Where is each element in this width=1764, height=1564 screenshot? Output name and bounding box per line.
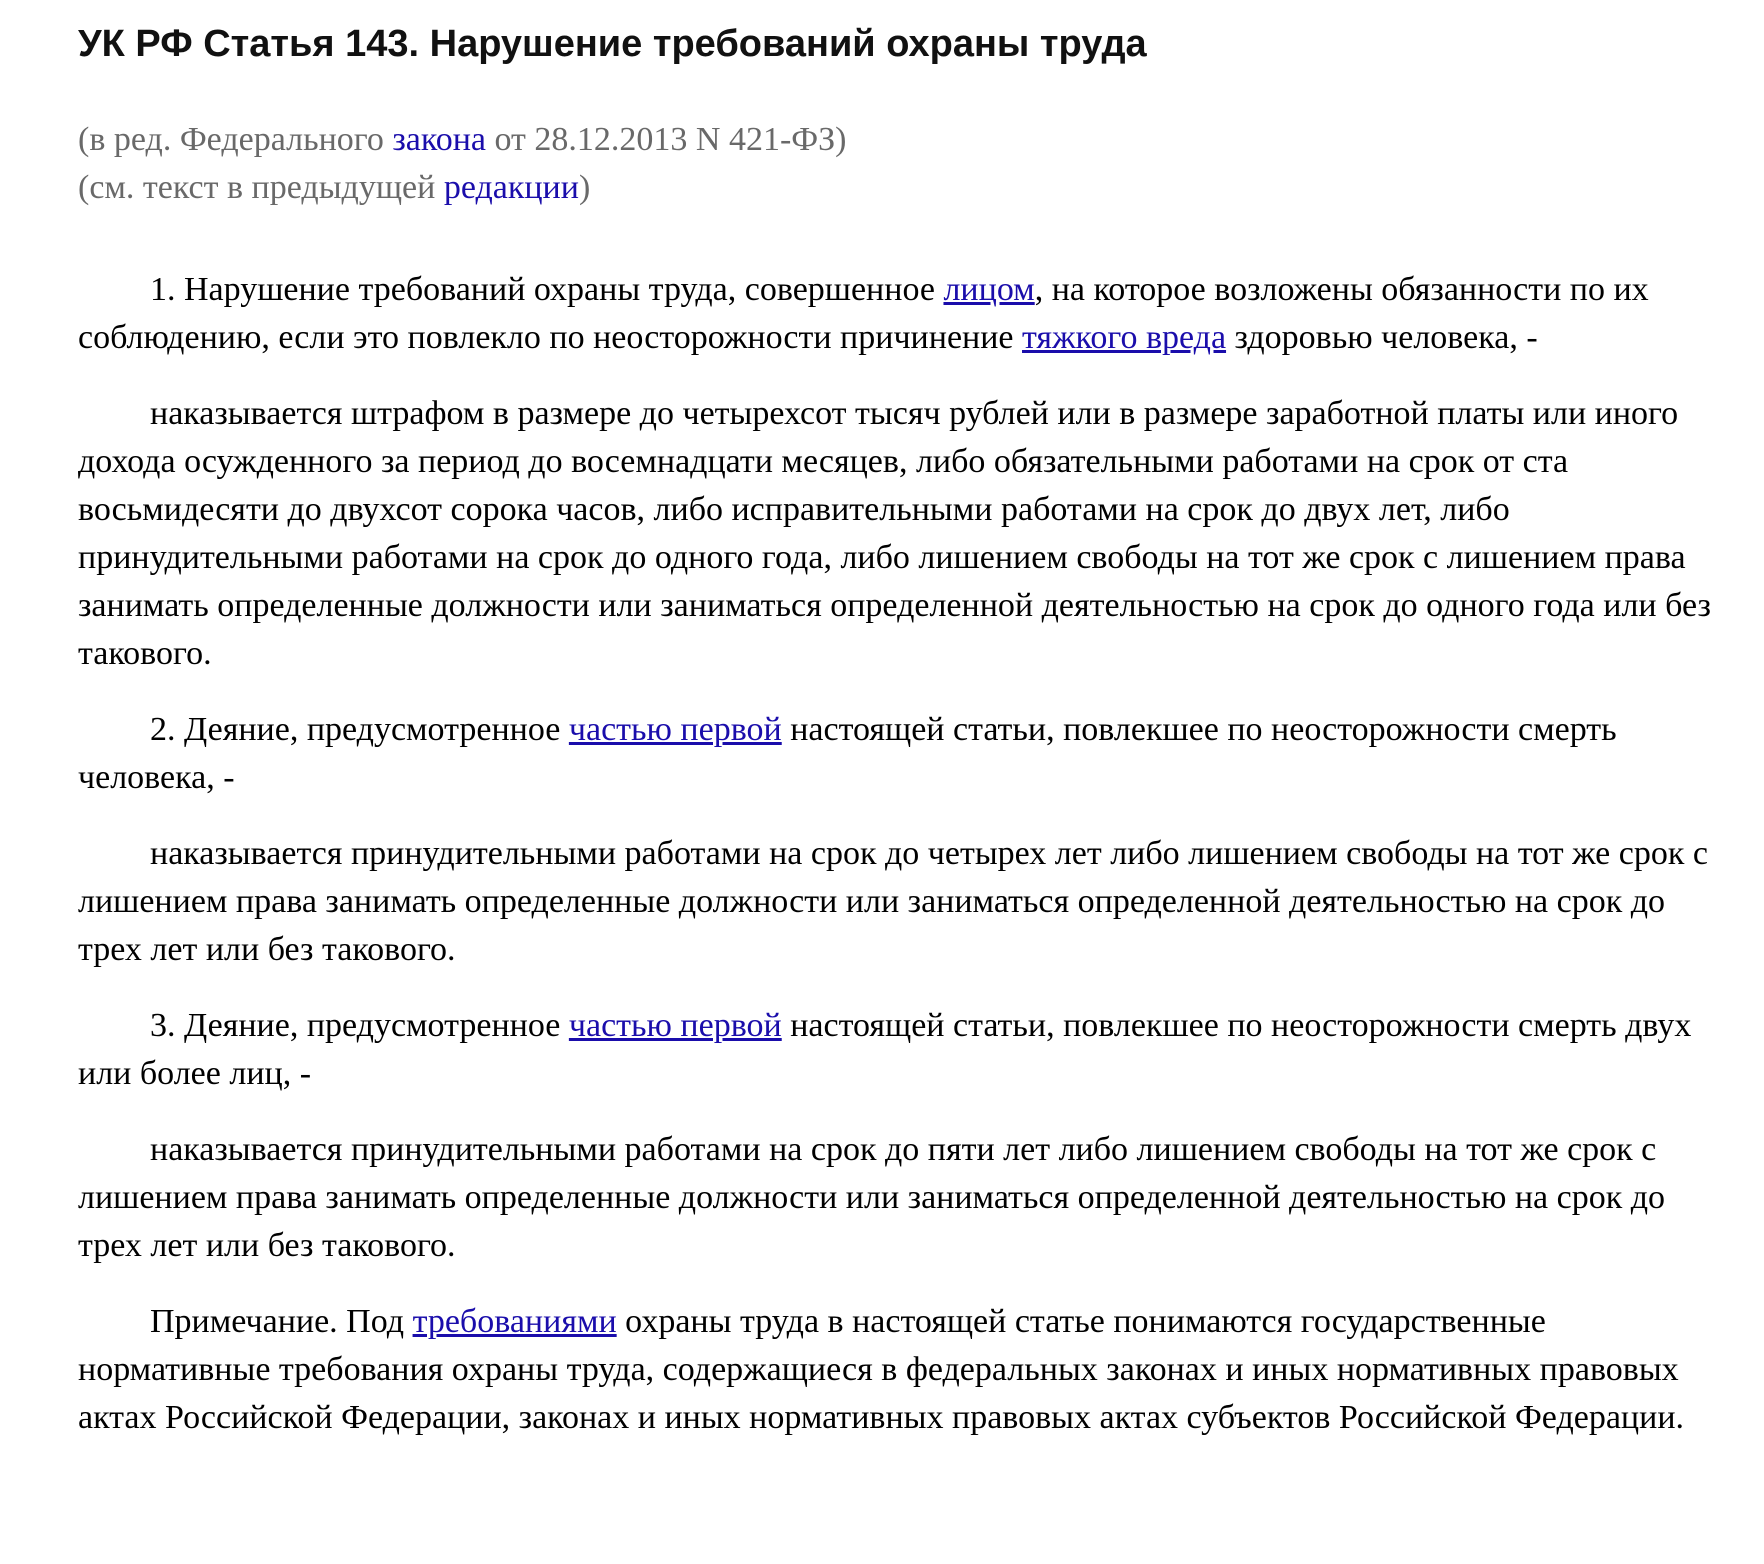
part-one-link[interactable]: частью первой: [568, 1007, 782, 1044]
article-title: УК РФ Статья 143. Нарушение требований охраны труда: [78, 23, 1147, 65]
part-3-paragraph: [78, 1002, 1718, 1098]
part-1-text-b: , на которое возложены обязанности по их соблюдению, если это повлекло по неосторожности причинение: [78, 271, 1649, 356]
penalty-2-paragraph: наказывается принудительными работами на срок до четырех лет либо лишением свободы на тот же срок с лишением права занимать определенные должности или заниматься определенной деятельностью на срок до трех лет или без такового.: [78, 835, 1708, 968]
article-page: [78, 20, 1718, 1470]
part-3-text-b: настоящей статьи, повлекшее по неосторожности смерть двух или более лиц, -: [78, 1007, 1692, 1092]
penalty-1-paragraph: наказывается штрафом в размере до четырехсот тысяч рублей или в размере заработной платы или иного дохода осужденного за период до восемнадцати месяцев, либо обязательными работами на срок от ста восьмидесяти до двухсот сорока часов, либо исправительными работами на срок до двух лет, либо принудительными работами на срок до одного года, либо лишением свободы на тот же срок с лишением права занимать определенные должности или заниматься определенной деятельностью на срок до одного года или без такового.: [78, 395, 1711, 672]
amendment-line-1-suffix: от 28.12.2013 N 421-ФЗ): [485, 121, 847, 158]
previous-edition-link[interactable]: редакции: [443, 169, 579, 206]
note-paragraph: [78, 1298, 1718, 1442]
amendment-line-1: [78, 116, 1718, 164]
note-text-b: охраны труда в настоящей статье понимаются государственные нормативные требования охраны труда, содержащиеся в федеральных законах и иных нормативных правовых актах Российской Федерации, законах и иных нормативных правовых актах субъектов Российской Федерации.: [78, 1303, 1685, 1436]
amendment-line-2-suffix: ): [578, 169, 591, 206]
person-link[interactable]: лицом: [943, 271, 1035, 308]
part-2-text-a: 2. Деяние, предусмотренное: [150, 711, 569, 748]
part-1-text-a: 1. Нарушение требований охраны труда, совершенное: [150, 271, 944, 308]
grave-harm-link[interactable]: тяжкого вреда: [1022, 319, 1227, 356]
amendment-line-2-prefix: (см. текст в предыдущей: [78, 169, 444, 206]
requirements-link[interactable]: требованиями: [412, 1303, 617, 1340]
penalty-3-paragraph: наказывается принудительными работами на срок до пяти лет либо лишением свободы на тот же срок с лишением права занимать определенные должности или заниматься определенной деятельностью на срок до трех лет или без такового.: [78, 1131, 1666, 1264]
part-1-paragraph: [78, 266, 1718, 362]
part-1-text-c: здоровью человека, -: [1226, 319, 1538, 356]
federal-law-link[interactable]: закона: [392, 121, 486, 158]
amendment-line-1-prefix: (в ред. Федерального: [78, 121, 393, 158]
amendment-notes: [78, 116, 1718, 212]
part-one-link[interactable]: частью первой: [568, 711, 782, 748]
article-body: [78, 266, 1718, 1442]
note-text-a: Примечание. Под: [150, 1303, 413, 1340]
amendment-line-2: [78, 164, 1718, 212]
part-2-paragraph: [78, 706, 1718, 802]
part-2-text-b: настоящей статьи, повлекшее по неосторожности смерть человека, -: [78, 711, 1617, 796]
part-3-text-a: 3. Деяние, предусмотренное: [150, 1007, 569, 1044]
